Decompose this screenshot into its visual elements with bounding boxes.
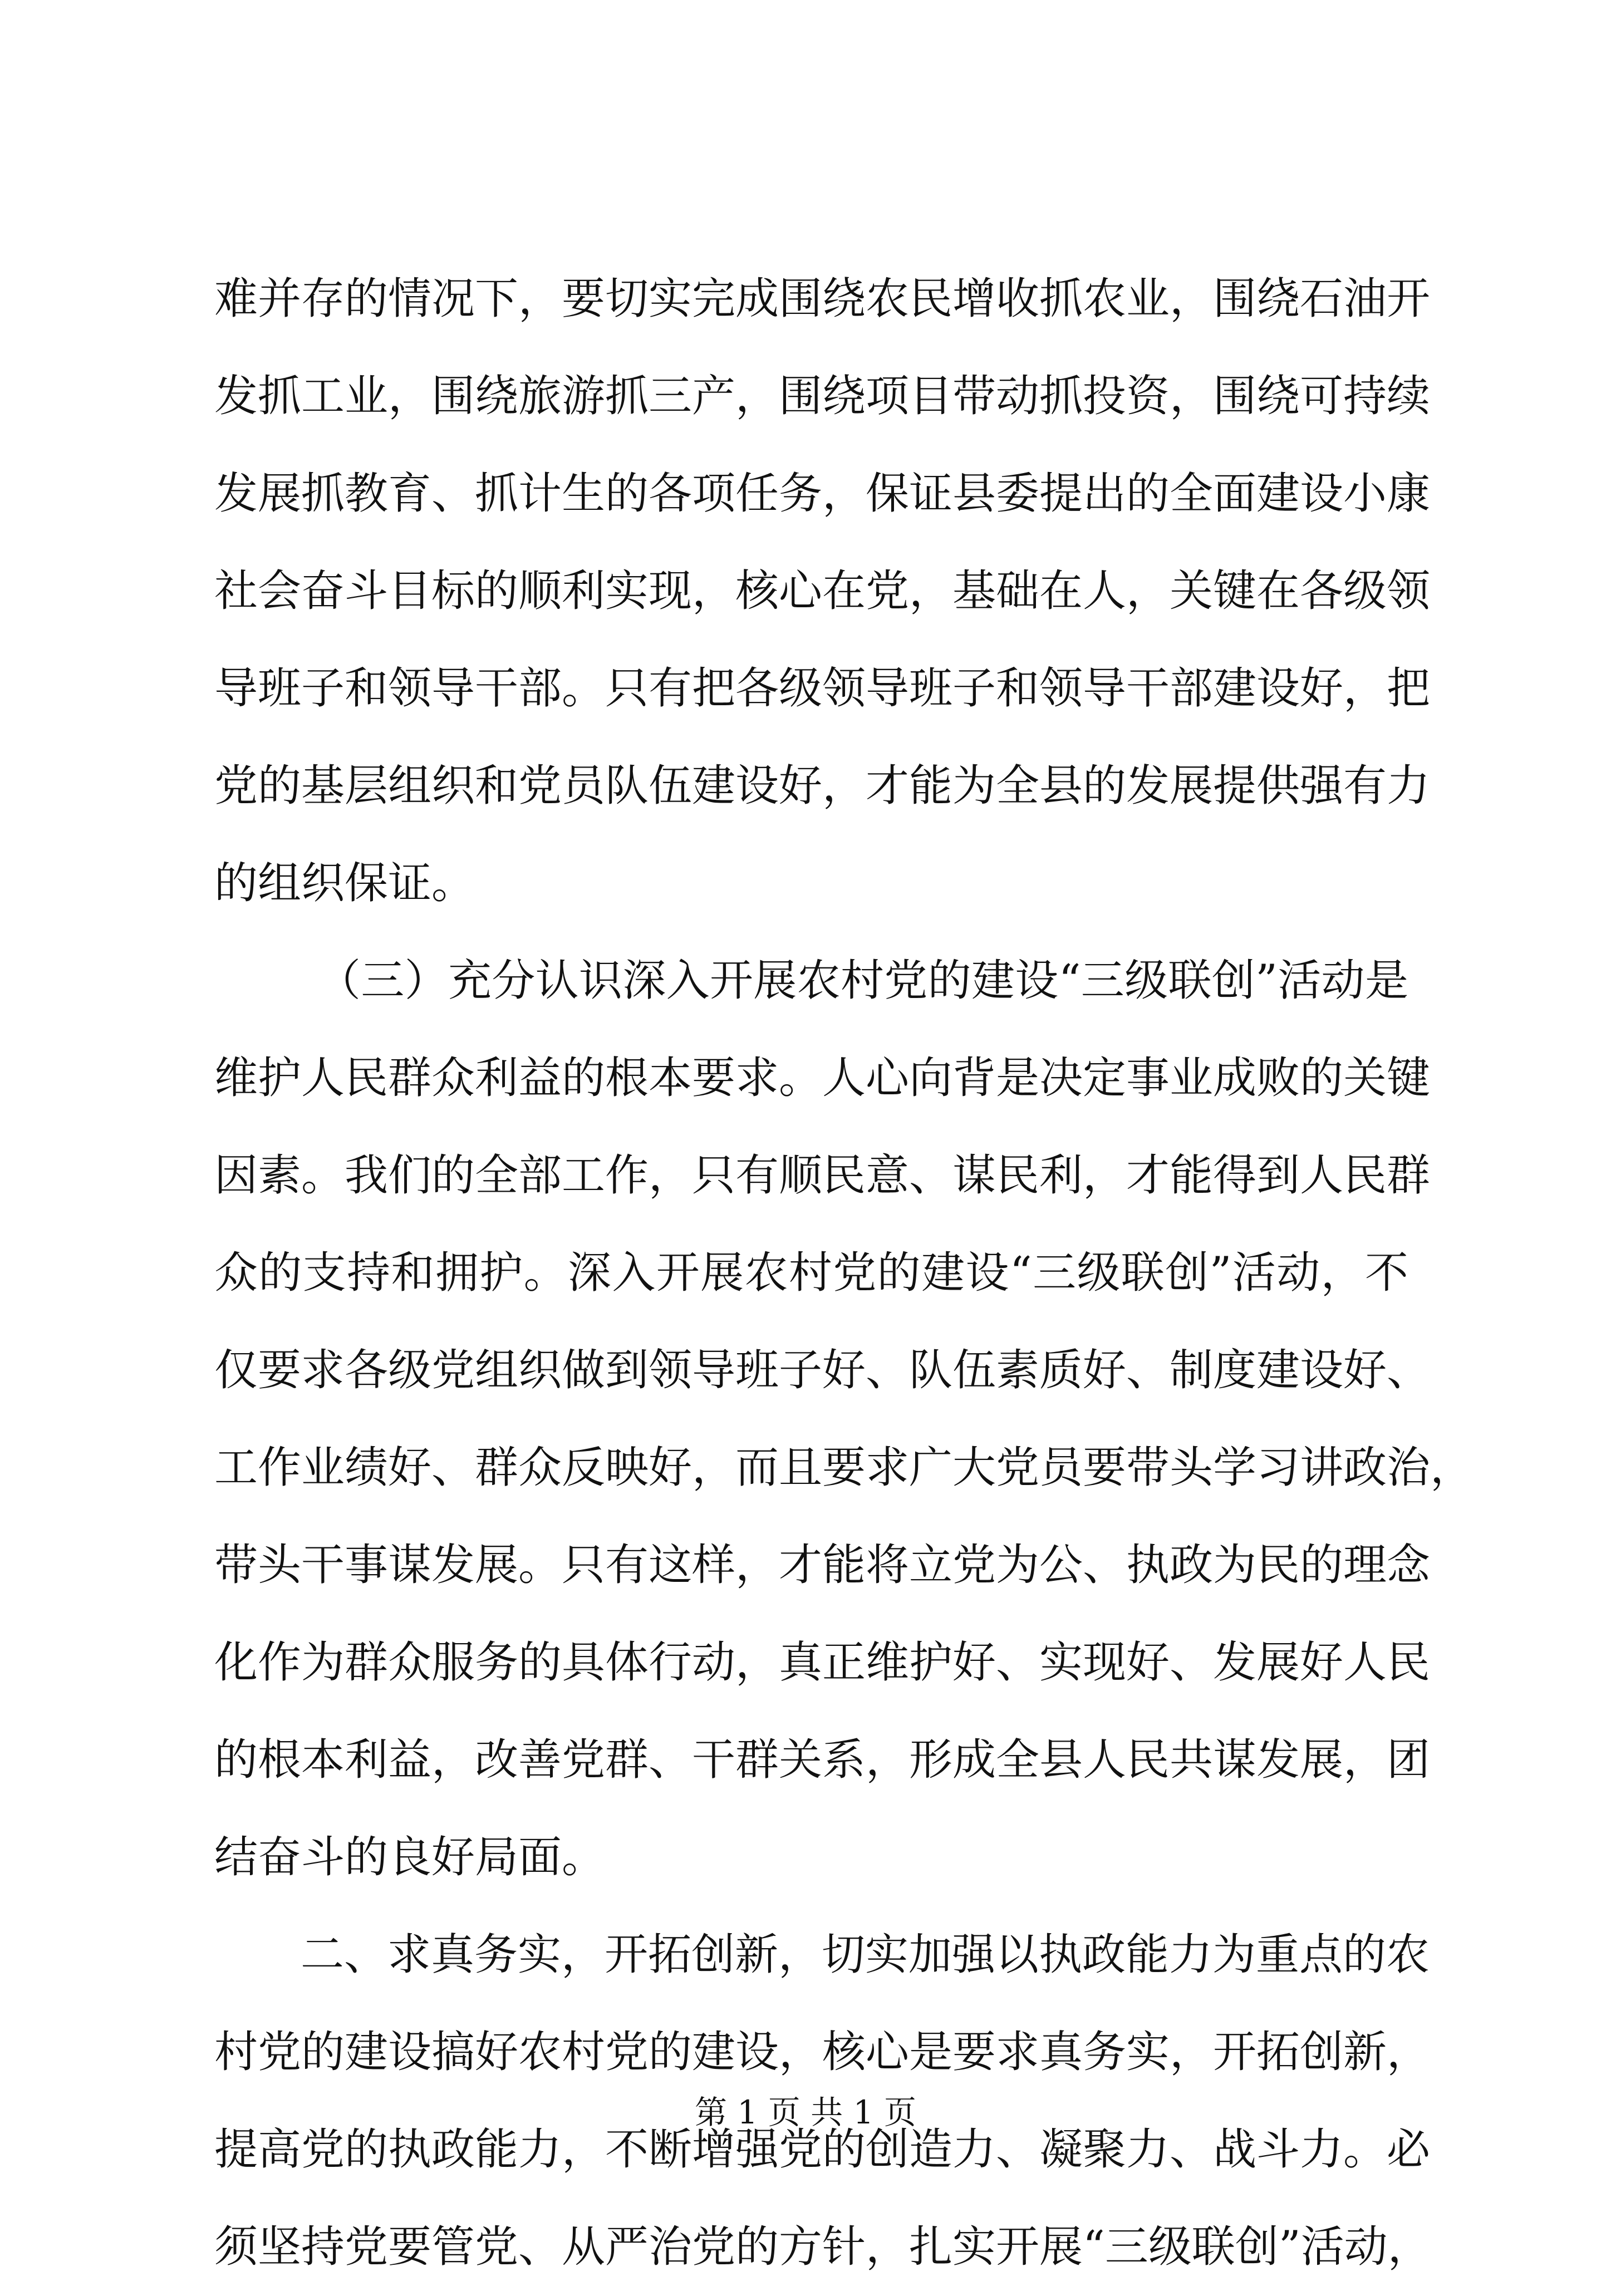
text-line: 众的支持和拥护。深入开展农村党的建设“三级联创”活动，不: [214, 1248, 1408, 1298]
text-line: 因素。我们的全部工作，只有顺民意、谋民利，才能得到人民群: [214, 1151, 1431, 1201]
text-line: 工作业绩好、群众反映好，而且要求广大党员要带头学习讲政治，: [214, 1443, 1474, 1493]
text-line: 的根本利益，改善党群、干群关系，形成全县人民共谋发展，团: [214, 1735, 1431, 1785]
text-line: 仅要求各级党组织做到领导班子好、队伍素质好、制度建设好、: [214, 1345, 1431, 1395]
text-line: 导班子和领导干部。只有把各级领导班子和领导干部建设好，把: [214, 663, 1431, 714]
body-text: [214, 250, 1474, 2296]
text-line: 维护人民群众利益的根本要求。人心向背是决定事业成败的关键: [214, 1053, 1431, 1103]
text-line: 的组织保证。: [214, 858, 475, 908]
text-line: 结奋斗的良好局面。: [214, 1832, 606, 1882]
text-line: 须坚持党要管党、从严治党的方针，扎实开展“三级联创”活动，: [214, 2222, 1431, 2272]
text-line: 难并存的情况下，要切实完成围绕农民增收抓农业，围绕石油开: [214, 274, 1431, 324]
text-line: 发抓工业，围绕旅游抓三产，围绕项目带动抓投资，围绕可持续: [214, 371, 1431, 421]
paragraph-start-line: （三）充分认识深入开展农村党的建设“三级联创”活动是: [317, 956, 1408, 1006]
text-line: 带头干事谋发展。只有这样，才能将立党为公、执政为民的理念: [214, 1540, 1431, 1590]
text-line: 党的基层组织和党员队伍建设好，才能为全县的发展提供强有力: [214, 761, 1431, 811]
text-line: 化作为群众服务的具体行动，真正维护好、实现好、发展好人民: [214, 1638, 1431, 1688]
text-line: 社会奋斗目标的顺利实现，核心在党，基础在人，关键在各级领: [214, 566, 1431, 616]
text-line: 村党的建设搞好农村党的建设，核心是要求真务实，开拓创新，: [214, 2027, 1431, 2077]
text-line: 提高党的执政能力，不断增强党的创造力、凝聚力、战斗力。必: [214, 2125, 1431, 2175]
section-heading-line: 二、求真务实，开拓创新，切实加强以执政能力为重点的农: [301, 1930, 1430, 1980]
text-line: 发展抓教育、抓计生的各项任务，保证县委提出的全面建设小康: [214, 469, 1431, 519]
page-footer: 第 1 页 共 1 页: [695, 2093, 916, 2131]
